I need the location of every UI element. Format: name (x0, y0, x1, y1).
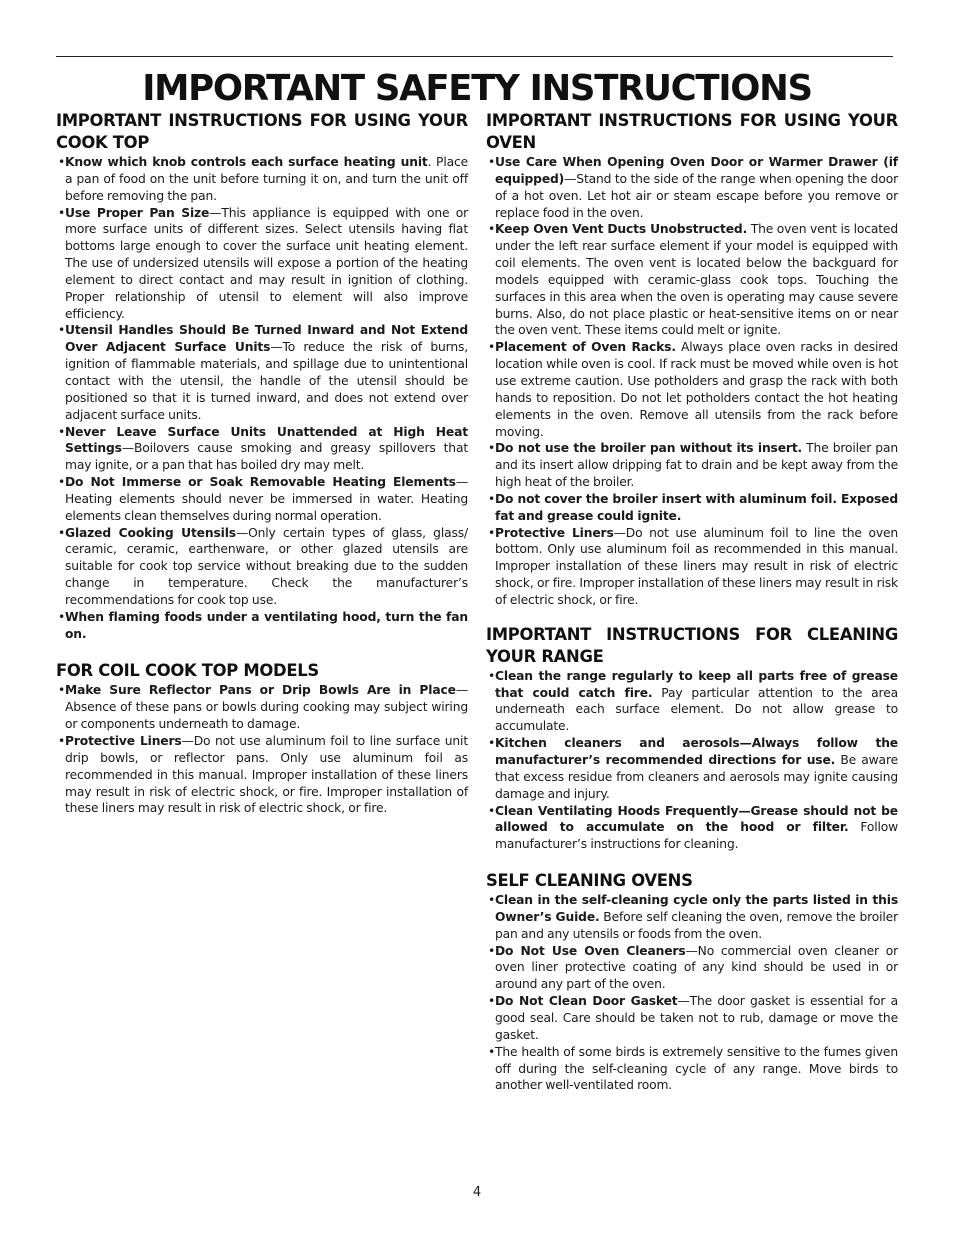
coil-models-list (56, 682, 468, 817)
right-column (486, 110, 898, 1094)
bullet-mark: • (488, 441, 496, 456)
item-body-text: —Do not use aluminum foil to line the oven bottom. Only use aluminum foil as recommended in this manual. Improper installation of these liners may result in risk of electric shock, or fire. Improper installation of these liners may result in risk of electric shock, or fire. (495, 525, 899, 607)
list-item (486, 221, 898, 339)
list-item (56, 154, 468, 205)
section-heading-oven: IMPORTANT INSTRUCTIONS FOR USING YOUR OVEN (486, 111, 898, 152)
cleaning-list (486, 668, 898, 853)
item-body-text: —Only certain types of glass, glass/ ceramic, ceramic, earthenware, or other glazed utensils are suitable for cook top service without breaking due to the sudden change in temperature. Check the manufacturer’s recommendations for cook top use. (65, 525, 468, 607)
list-item (56, 322, 468, 423)
list-item (486, 491, 898, 525)
item-body-text: Always place oven racks in desired location while oven is cool. If rack must be moved while oven is hot use extreme caution. Use potholders and grasp the rack with both hands to reposition. Do not let potholders contact the hot heating elements in the oven. Remove all utensils from the rack before moving. (495, 340, 899, 439)
bullet-mark: • (58, 683, 66, 698)
item-lead-text: Use Care When Opening Oven Door or Warmer Drawer (if equipped) (495, 155, 898, 186)
item-lead-text: Use Proper Pan Size (65, 205, 210, 220)
item-body-text: —This appliance is equipped with one or more surface units of different sizes. Select utensils having flat bottoms large enough to cover the surface unit heating element. The use of undersized utensils will expose a portion of the heating element to direct contact and may result in ignition of clothing. Proper relationship of utensil to element will also improve efficiency. (65, 205, 468, 321)
bullet-mark: • (488, 525, 496, 540)
item-lead-text: Kitchen cleaners and aerosols—Always follow the manufacturer’s recommended directions for use. (495, 736, 898, 767)
item-lead-text: Protective Liners (495, 525, 614, 540)
section-heading-self-cleaning: SELF CLEANING OVENS (486, 871, 693, 891)
bullet-mark: • (488, 893, 496, 908)
bullet-mark: • (58, 424, 66, 439)
bullet-mark: • (58, 155, 66, 169)
page-title: IMPORTANT SAFETY INSTRUCTIONS (142, 68, 812, 109)
list-item (56, 682, 468, 733)
item-lead-text: Do not use the broiler pan without its insert. (495, 441, 803, 456)
item-lead-text: Keep Oven Vent Ducts Unobstructed. (495, 222, 748, 237)
bullet-mark: • (488, 994, 496, 1009)
cook-top-list (56, 154, 468, 642)
item-body-text: —To reduce the risk of burns, ignition of flammable materials, and spillage due to unintentional contact with the utensil, the handle of the utensil should be positioned so that it is turned inward, and does not extend over adjacent surface units. (65, 340, 469, 422)
bullet-mark: • (488, 491, 496, 506)
list-item (486, 668, 898, 735)
item-body-text: Be aware that excess residue from cleaners and aerosols may ignite causing damage and injury. (495, 753, 898, 801)
self-cleaning-list (486, 892, 898, 1094)
section-heading-cleaning: IMPORTANT INSTRUCTIONS FOR CLEANING YOUR RANGE (486, 624, 898, 666)
list-item (486, 1044, 898, 1095)
bullet-mark: • (58, 205, 66, 220)
bullet-mark: • (488, 803, 496, 818)
item-body-text: The health of some birds is extremely sensitive to the fumes given off during the self-cleaning cycle of any range. Move birds to another well-ventilated room. (495, 1044, 898, 1093)
item-lead-text: Never Leave Surface Units Unattended at High Heat Settings (65, 424, 468, 456)
bullet-mark: • (488, 736, 496, 751)
item-body-text: The oven vent is located under the left rear surface element if your model is equipped with coil elements. The oven vent is located below the backguard for models equipped with ceramic-glass cook tops. Touching the surfaces in this area when the oven is operating may cause severe burns. Also, do not place plastic or heat-sensitive items on or near the oven vent. These items could melt or ignite. (495, 222, 898, 338)
item-body-text: Before self cleaning the oven, remove the broiler pan and any utensils or foods from the oven. (495, 909, 899, 941)
oven-list (486, 154, 898, 609)
item-body-text: —Do not use aluminum foil to line surface unit drip bowls, or reflector pans. Only use aluminum foil as recommended in this manual. Improper installation of these liners may result in risk of electric shock, or fire. Improper installation of these liners may result in risk of electric shock, or fire. (65, 734, 468, 816)
bullet-mark: • (58, 475, 66, 490)
bullet-mark: • (58, 323, 66, 338)
item-body-text: —Absence of these pans or bowls during cooking may subject wiring or components underneath to damage. (65, 683, 468, 732)
page-number: 4 (472, 1185, 482, 1200)
item-lead-text: Clean Ventilating Hoods Frequently—Grease should not be allowed to accumulate on the hood or filter. (495, 803, 898, 835)
list-item (56, 424, 468, 475)
list-item (486, 803, 898, 854)
list-item (56, 525, 468, 609)
item-lead-text: Protective Liners (65, 734, 182, 748)
section-heading-coil-models: FOR COIL COOK TOP MODELS (56, 661, 319, 681)
item-lead-text: Know which knob controls each surface heating unit (65, 155, 428, 169)
bullet-mark: • (488, 668, 496, 683)
item-lead-text: Clean in the self-cleaning cycle only the parts listed in this Owner’s Guide. (495, 893, 898, 924)
item-body-text: . Place a pan of food on the unit before turning it on, and turn the unit off before removing the pan. (65, 155, 468, 203)
list-item (486, 525, 898, 609)
item-body-text: Follow manufacturer’s instructions for cleaning. (495, 820, 899, 852)
list-item (486, 735, 898, 802)
bullet-mark: • (488, 155, 496, 169)
item-body-text: —Boilovers cause smoking and greasy spillovers that may ignite, or a pan that has boiled dry may melt. (65, 441, 468, 473)
bullet-mark: • (58, 525, 66, 540)
item-lead-text: Do Not Clean Door Gasket (495, 994, 678, 1009)
list-item (56, 609, 468, 643)
item-lead-text: Clean the range regularly to keep all parts free of grease that could catch fire. (495, 668, 898, 700)
section-heading-cook-top: IMPORTANT INSTRUCTIONS FOR USING YOUR COOK TOP (56, 111, 468, 152)
bullet-mark: • (58, 734, 66, 748)
bullet-mark: • (488, 340, 496, 355)
bullet-mark: • (488, 1044, 496, 1059)
left-column (56, 110, 468, 817)
list-item (486, 154, 898, 221)
top-divider-rule (56, 56, 893, 57)
bullet-mark: • (58, 609, 66, 624)
item-body-text: The broiler pan and its insert allow dripping fat to drain and be kept away from the high heat of the broiler. (495, 441, 898, 490)
item-lead-text: When flaming foods under a ventilating hood, turn the fan on. (65, 609, 468, 641)
list-item (56, 733, 468, 817)
item-lead-text: Do Not Use Oven Cleaners (495, 943, 686, 958)
list-item (486, 339, 898, 440)
bullet-mark: • (488, 222, 496, 237)
item-lead-text: Make Sure Reflector Pans or Drip Bowls Are in Place (65, 683, 456, 698)
item-lead-text: Glazed Cooking Utensils (65, 525, 236, 540)
list-item (486, 943, 898, 994)
list-item (486, 993, 898, 1044)
bullet-mark: • (488, 943, 496, 958)
item-lead-text: Do Not Immerse or Soak Removable Heating Elements (65, 475, 456, 490)
item-body-text: —The door gasket is essential for a good seal. Care should be taken not to rub, damage or move the gasket. (495, 994, 899, 1042)
item-body-text: Pay particular attention to the area underneath each surface element. Do not allow grease to accumulate. (495, 685, 898, 734)
list-item (486, 440, 898, 491)
item-lead-text: Do not cover the broiler insert with aluminum foil. Exposed fat and grease could ignite. (495, 491, 898, 523)
item-body-text: —Heating elements should never be immersed in water. Heating elements clean themselves during normal operation. (65, 475, 468, 523)
list-item (56, 474, 468, 525)
list-item (486, 892, 898, 943)
item-lead-text: Placement of Oven Racks. (495, 340, 676, 355)
list-item (56, 205, 468, 323)
item-body-text: —Stand to the side of the range when opening the door of a hot oven. Let hot air or steam escape before you remove or replace food in the oven. (495, 171, 898, 220)
item-lead-text: Utensil Handles Should Be Turned Inward and Not Extend Over Adjacent Surface Units (65, 323, 468, 355)
item-body-text: —No commercial oven cleaner or oven liner protective coating of any kind should be used in or around any part of the oven. (495, 943, 898, 992)
